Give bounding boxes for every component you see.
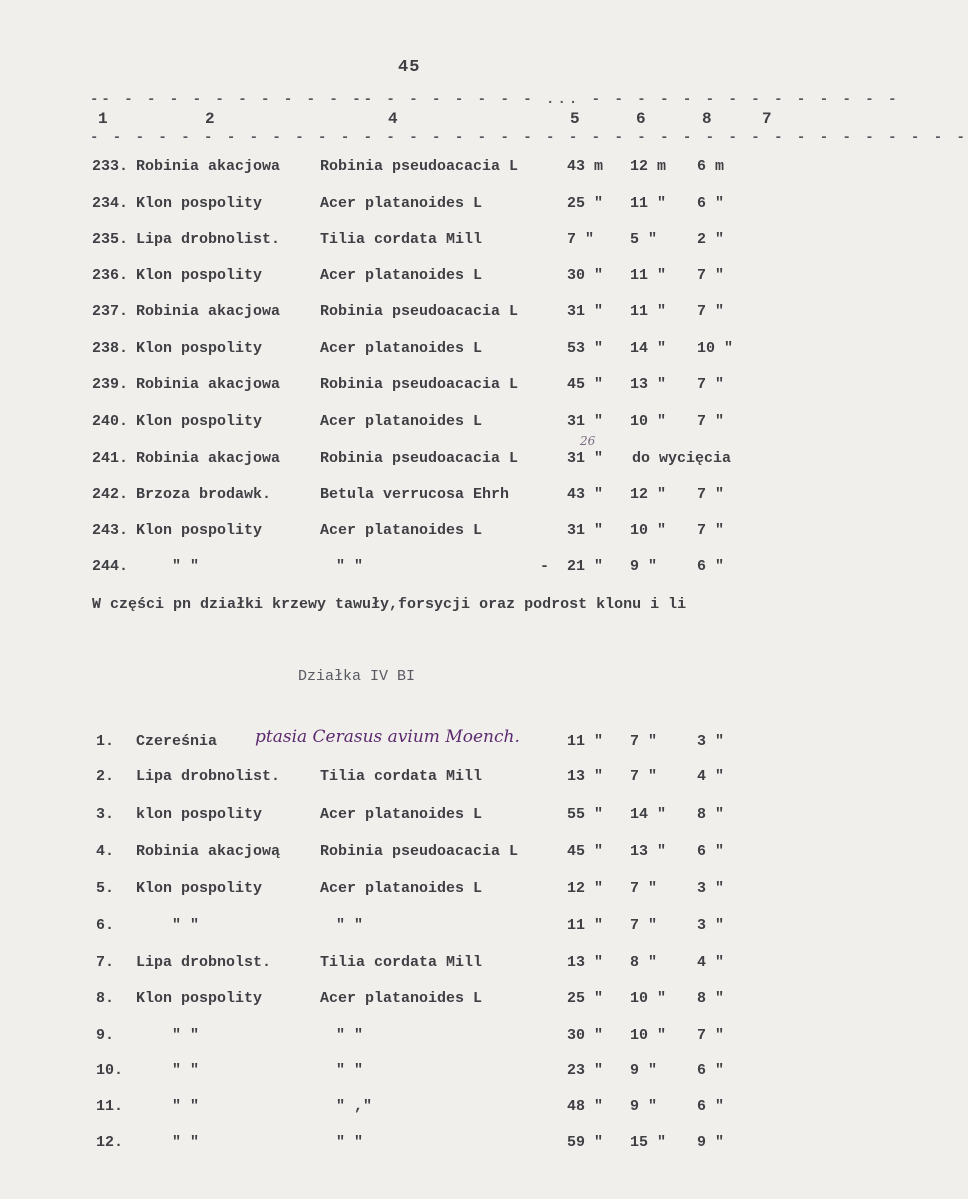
row-number: 239. [92,376,129,393]
latin-name: Acer platanoides L [320,267,483,284]
value-col-7: 2 " [697,231,725,248]
value-col-6: 10 " [630,990,667,1007]
polish-name: Klon pospolity [136,413,263,430]
row-number: 243. [92,522,129,539]
latin-name: Tilia cordata Mill [320,231,483,248]
value-col-7: 6 " [697,843,725,860]
value-col-7: 6 " [697,195,725,212]
value-col-6: 12 " [630,486,667,503]
value-col-5: 25 " [567,990,604,1007]
latin-name: Acer platanoides L [320,880,483,897]
latin-name: Tilia cordata Mill [320,954,483,971]
dash-mark: - [540,558,550,575]
value-col-7: 9 " [697,1134,725,1151]
value-col-5: 31 " [567,303,604,320]
latin-name: Acer platanoides L [320,806,483,823]
polish-name: Robinia akacjową [136,843,281,860]
row-number: 235. [92,231,129,248]
value-col-5: 25 " [567,195,604,212]
value-col-6: 15 " [630,1134,667,1151]
value-col-6: 11 " [630,267,667,284]
header-dash-line-bottom: - - - - - - - - - - - - - - - - - - - - - - - - - - - - - - - - - - - - - - - [90,130,968,146]
polish-name: Robinia akacjowa [136,303,281,320]
column-header-4: 4 [388,110,398,128]
value-col-7: 4 " [697,768,725,785]
value-col-7: 7 " [697,486,725,503]
column-header-5: 5 [570,110,580,128]
polish-name: Lipa drobnolst. [136,954,272,971]
value-col-5: 31 " [567,522,604,539]
value-col-6: 12 m [630,158,667,175]
polish-name: Lipa drobnolist. [136,231,281,248]
row-number: 2. [96,768,115,785]
value-col-6: 11 " [630,195,667,212]
latin-name: Acer platanoides L [320,990,483,1007]
value-col-7: 6 " [697,1098,725,1115]
polish-name: Klon pospolity [136,522,263,539]
latin-name: Robinia pseudoacacia L [320,303,519,320]
polish-name: Klon pospolity [136,267,263,284]
column-header-8: 8 [702,110,712,128]
value-col-6: 14 " [630,806,667,823]
value-col-6: 7 " [630,733,658,750]
polish-name: Robinia akacjowa [136,450,281,467]
header-dash-line-top: -- - - - - - - - - - - -- - - - - - - - ... - - - - - - - - - - - - - - [90,92,900,108]
value-col-5: 31 " [567,450,604,467]
polish-name: Klon pospolity [136,990,263,1007]
row-number: 7. [96,954,115,971]
polish-name: " " [172,1098,200,1115]
value-col-6: 5 " [630,231,658,248]
value-col-7: 7 " [697,303,725,320]
value-col-6: 9 " [630,1062,658,1079]
value-col-6: 8 " [630,954,658,971]
latin-name: Robinia pseudoacacia L [320,843,519,860]
latin-name: " " [336,1134,364,1151]
section-title: Działka IV BI [298,668,416,685]
value-col-5: 45 " [567,843,604,860]
row-number: 8. [96,990,115,1007]
value-col-7: 3 " [697,917,725,934]
latin-name: Robinia pseudoacacia L [320,450,519,467]
value-col-7: 7 " [697,1027,725,1044]
value-col-5: 12 " [567,880,604,897]
value-col-6: 10 " [630,1027,667,1044]
value-col-5: 23 " [567,1062,604,1079]
value-col-7: 7 " [697,376,725,393]
value-col-7: 7 " [697,413,725,430]
value-col-7: 8 " [697,806,725,823]
row-number: 9. [96,1027,115,1044]
value-col-7: 6 " [697,1062,725,1079]
value-col-7: 3 " [697,733,725,750]
column-header-6: 6 [636,110,646,128]
value-col-5: 31 " [567,413,604,430]
row-number: 12. [96,1134,124,1151]
latin-name: Betula verrucosa Ehrh [320,486,510,503]
value-col-7: 8 " [697,990,725,1007]
value-col-5: 7 " [567,231,595,248]
latin-name: Robinia pseudoacacia L [320,376,519,393]
latin-name: " " [336,558,364,575]
row-number: 5. [96,880,115,897]
row-number: 10. [96,1062,124,1079]
polish-name: Robinia akacjowa [136,376,281,393]
value-col-5: 13 " [567,768,604,785]
latin-name: Acer platanoides L [320,195,483,212]
value-col-7: 6 m [697,158,725,175]
value-col-5: 53 " [567,340,604,357]
value-col-5: 43 m [567,158,604,175]
row-number: 236. [92,267,129,284]
row-number: 234. [92,195,129,212]
remark-text: do wycięcia [632,450,732,467]
polish-name: Klon pospolity [136,880,263,897]
polish-name: Klon pospolity [136,340,263,357]
latin-name: " " [336,1027,364,1044]
row-number: 238. [92,340,129,357]
value-col-5: 55 " [567,806,604,823]
value-col-6: 7 " [630,917,658,934]
polish-name: klon pospolity [136,806,263,823]
latin-name: Acer platanoides L [320,413,483,430]
row-number: 237. [92,303,129,320]
value-col-7: 4 " [697,954,725,971]
page-number: 45 [398,58,421,77]
latin-name: Acer platanoides L [320,522,483,539]
value-col-6: 10 " [630,413,667,430]
value-col-5: 48 " [567,1098,604,1115]
value-col-6: 14 " [630,340,667,357]
latin-name: Robinia pseudoacacia L [320,158,519,175]
polish-name: Robinia akacjowa [136,158,281,175]
row-number: 244. [92,558,129,575]
value-col-5: 11 " [567,917,604,934]
value-col-6: 9 " [630,1098,658,1115]
value-col-7: 7 " [697,267,725,284]
value-col-5: 45 " [567,376,604,393]
value-col-7: 3 " [697,880,725,897]
value-col-7: 6 " [697,558,725,575]
latin-name: Acer platanoides L [320,340,483,357]
value-col-6: 10 " [630,522,667,539]
latin-name: Tilia cordata Mill [320,768,483,785]
polish-name: " " [172,558,200,575]
latin-name: " ," [336,1098,373,1115]
row-number: 4. [96,843,115,860]
row-number: 6. [96,917,115,934]
value-col-5: 30 " [567,267,604,284]
polish-name: " " [172,1027,200,1044]
row-number: 11. [96,1098,124,1115]
value-col-5: 13 " [567,954,604,971]
handwritten-species-name: ptasia Cerasus avium Moench. [255,727,520,747]
value-col-7: 7 " [697,522,725,539]
row-number: 241. [92,450,129,467]
row-number: 1. [96,733,115,750]
row-number: 3. [96,806,115,823]
polish-name: " " [172,1062,200,1079]
value-col-5: 30 " [567,1027,604,1044]
value-col-5: 21 " [567,558,604,575]
latin-name: " " [336,1062,364,1079]
column-header-7: 7 [762,110,772,128]
polish-name: " " [172,1134,200,1151]
polish-name: Lipa drobnolist. [136,768,281,785]
value-col-6: 9 " [630,558,658,575]
value-col-5: 11 " [567,733,604,750]
polish-name: " " [172,917,200,934]
value-col-5: 59 " [567,1134,604,1151]
row-number: 242. [92,486,129,503]
value-col-6: 13 " [630,843,667,860]
value-col-6: 11 " [630,303,667,320]
value-col-6: 7 " [630,880,658,897]
value-col-6: 13 " [630,376,667,393]
column-header-2: 2 [205,110,215,128]
row-number: 233. [92,158,129,175]
column-header-1: 1 [98,110,108,128]
polish-name: Czereśnia [136,733,218,750]
value-col-7: 10 " [697,340,734,357]
row-number: 240. [92,413,129,430]
value-col-6: 7 " [630,768,658,785]
polish-name: Brzoza brodawk. [136,486,272,503]
handwritten-correction: 26 [580,434,596,448]
note-paragraph: W części pn działki krzewy tawuły,forsycji oraz podrost klonu i li [92,596,687,613]
polish-name: Klon pospolity [136,195,263,212]
latin-name: " " [336,917,364,934]
value-col-5: 43 " [567,486,604,503]
